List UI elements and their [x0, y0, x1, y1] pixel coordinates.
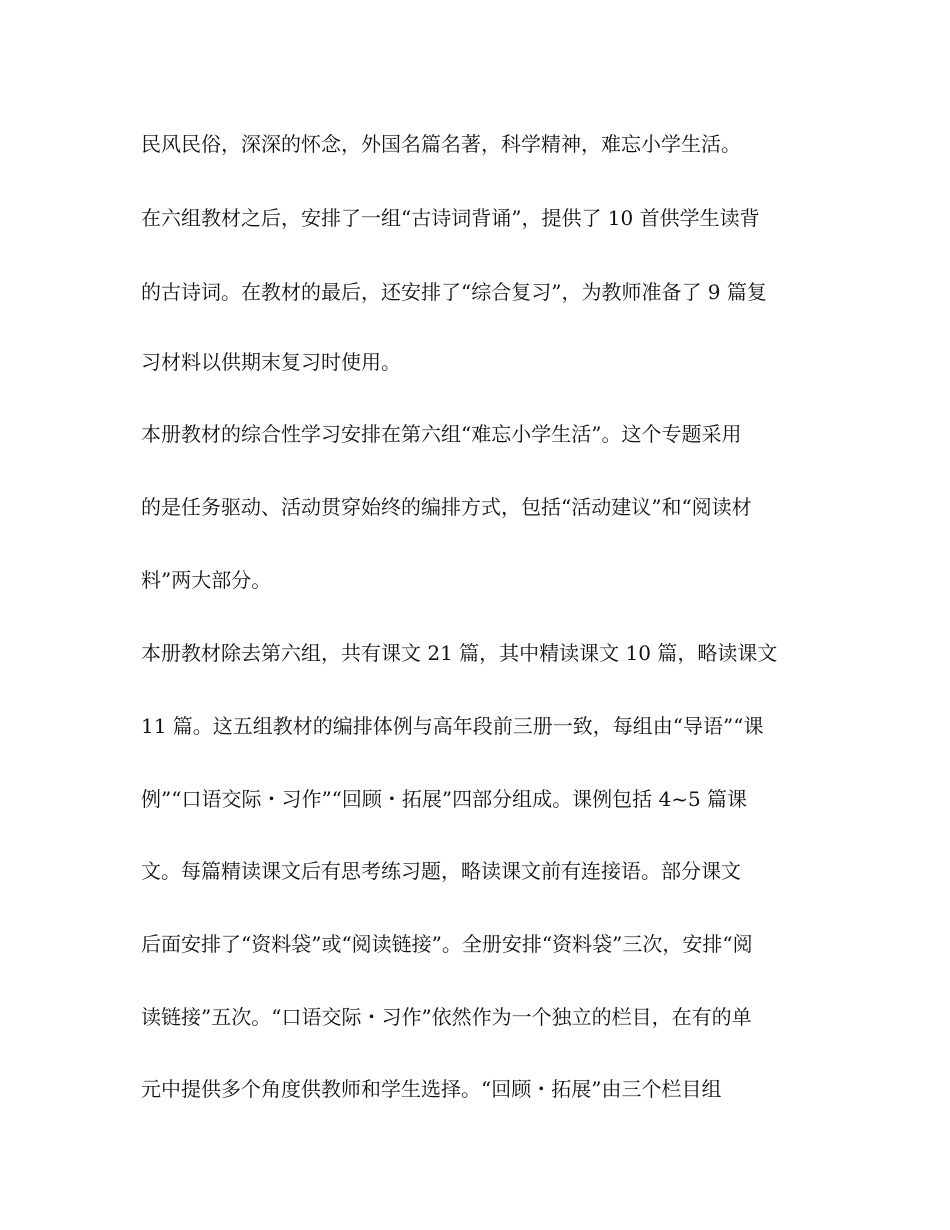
text-line: 11 篇。这五组教材的编排体例与高年段前三册一致，每组由“导语”“课 — [141, 714, 764, 738]
text-line: 本册教材的综合性学习安排在第六组“难忘小学生活”。这个专题采用 — [141, 422, 742, 446]
text-line: 元中提供多个角度供教师和学生选择。“回顾・拓展”由三个栏目组 — [141, 1077, 722, 1101]
text-line: 在六组教材之后，安排了一组“古诗词背诵”，提供了 10 首供学生读背 — [141, 206, 760, 230]
text-line: 的是任务驱动、活动贯穿始终的编排方式，包括“活动建议”和“阅读材 — [141, 495, 752, 519]
text-line: 习材料以供期末复习时使用。 — [141, 350, 401, 374]
text-line: 本册教材除去第六组，共有课文 21 篇，其中精读课文 10 篇，略读课文 — [141, 641, 778, 665]
text-line: 民风民俗，深深的怀念，外国名篇名著，科学精神，难忘小学生活。 — [141, 132, 741, 156]
text-line: 后面安排了“资料袋”或“阅读链接”。全册安排“资料袋”三次，安排“阅 — [141, 932, 753, 956]
text-line: 的古诗词。在教材的最后，还安排了“综合复习”，为教师准备了 9 篇复 — [141, 280, 767, 304]
text-line: 例”“口语交际・习作”“回顾・拓展”四部分组成。课例包括 4~5 篇课 — [141, 787, 748, 811]
text-line: 文。每篇精读课文后有思考练习题，略读课文前有连接语。部分课文 — [141, 859, 741, 883]
text-line: 读链接”五次。“口语交际・习作”依然作为一个独立的栏目，在有的单 — [141, 1005, 752, 1029]
text-line: 料”两大部分。 — [141, 568, 272, 592]
